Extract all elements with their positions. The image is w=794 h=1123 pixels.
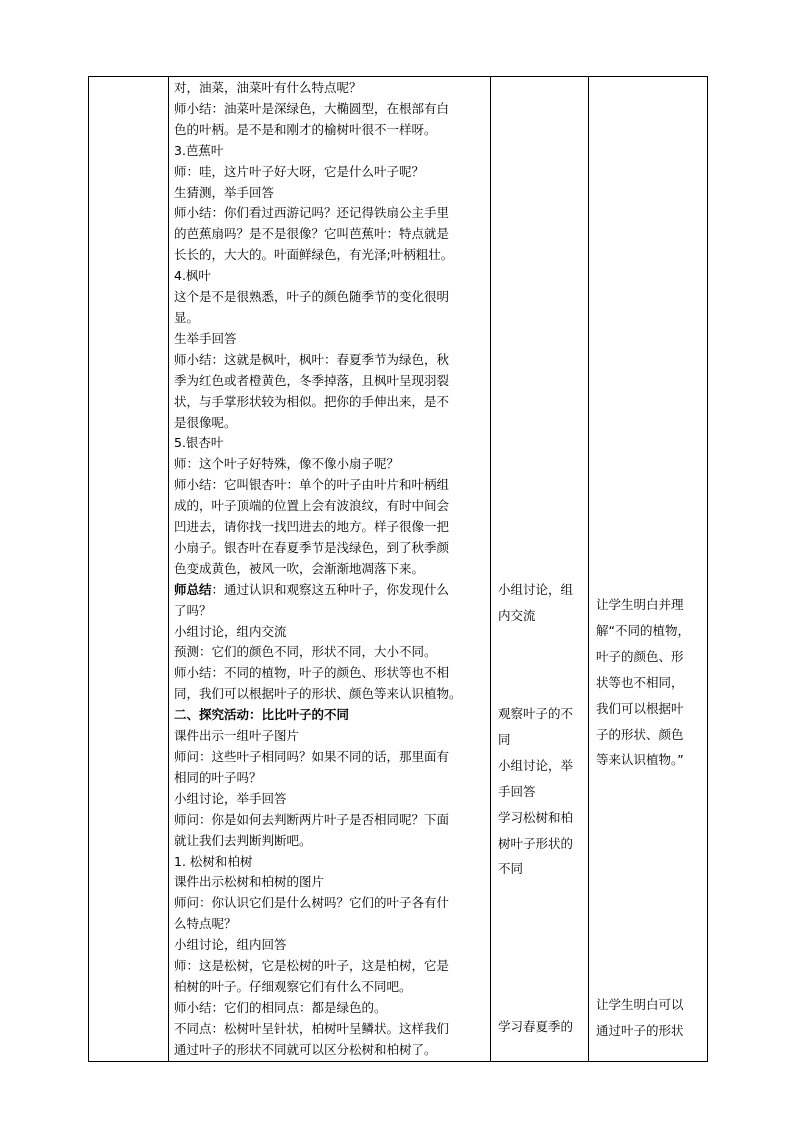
text-line [174,350,487,371]
line-text: 小组讨论，举手回答 [174,790,287,806]
text-line [174,266,487,287]
line-text: 对，油菜，油菜叶有什么特点呢？ [174,80,362,95]
line-text: 师：哇，这片叶子好大呀，它是什么叶子呢？ [174,163,425,179]
text-line: 子的形状、颜色 [596,726,684,742]
line-text: 师问：你认识它们是什么树吗？它们的叶子各有什 [174,895,450,911]
text-line [174,141,487,162]
line-text: 小扇子。银杏叶在春夏季节是浅绿色，到了秋季颜 [174,539,450,555]
text-line: 解“不同的植物， [596,622,690,638]
text-line [174,203,487,224]
text-line: 手回答 [498,783,536,799]
text-line: 观察叶子的不 [498,706,574,721]
text-line [174,371,487,392]
text-line [174,99,487,120]
text-line: 等来认识植物。” [596,752,684,768]
text-line: 同 [498,731,511,747]
line-text: 师问：这些叶子相同吗？如果不同的话，那里面有 [174,749,450,764]
line-text: 这个是不是很熟悉，叶子的颜色随季节的变化很明 [174,289,450,305]
line-text: 凹进去，请你找一找凹进去的地方。样子很像一把 [174,519,450,535]
activity-block [498,577,585,629]
line-text: 师小结：这就是枫叶，枫叶：春夏季节为绿色，秋 [174,351,450,367]
line-text: 师小结：它叫银杏叶：单个的叶子由叶片和叶柄组 [174,477,450,493]
line-text: 柏树的叶子。仔细观察它们有什么不同吧。 [174,978,412,994]
text-line [174,475,487,496]
text-line [174,1040,487,1061]
text-line [174,78,487,99]
line-text: 生举手回答 [174,330,237,346]
line-text: 师问：你是如何去判断两片叶子是否相同呢？下面 [174,811,450,827]
text-line [174,622,487,643]
line-text: 了吗？ [174,602,212,618]
line-text: 小组讨论，组内回答 [174,937,287,953]
line-text: 4.枫叶 [174,268,211,284]
text-line [174,956,487,977]
text-line [174,496,487,517]
teaching-process-cell [169,77,491,1062]
text-line [174,245,487,266]
line-text: 色的叶柄。是不是和刚才的榆树叶很不一样呀。 [174,121,437,137]
text-line: 不同 [498,861,524,877]
teaching-process-text [169,77,490,1061]
line-text: 状，与手掌形状较为相似。把你的手伸出来，是不 [174,393,450,409]
text-line [174,120,487,141]
text-line: 学习春夏季的 [498,1019,574,1034]
line-text: 课件出示松树和柏树的图片 [174,874,325,890]
line-text: 师小结：你们看过西游记吗？还记得铁扇公主手里 [174,205,450,221]
text-line [174,517,487,538]
activity-block [498,1014,585,1040]
text-line [174,935,487,956]
text-line: 叶子的颜色、形 [596,648,684,664]
text-line [174,580,487,601]
line-text: 么特点呢？ [174,916,237,932]
design-intent-cell [589,77,708,1062]
text-line [174,726,487,747]
text-line [174,663,487,684]
student-activity-text [491,77,588,1053]
text-line: 我们可以根据叶 [596,700,684,716]
line-text: 师小结：它们的相同点：都是绿色的。 [174,999,387,1015]
line-text: 师：这个叶子好特殊，像不像小扇子呢？ [174,456,400,472]
text-line [174,684,487,705]
line-text: 1. 松树和柏树 [174,853,253,869]
line-text: 师小结：油菜叶是深绿色，大椭圆型，在根部有白 [174,100,450,116]
text-line: 内交流 [498,607,536,623]
student-activity-cell [491,77,589,1062]
text-line [174,872,487,893]
line-text: 不同点：松树叶呈针状，柏树叶呈鳞状。这样我们 [174,1020,450,1036]
blank-column-cell [89,77,169,1062]
text-line [174,789,487,810]
text-line [174,183,487,204]
line-text: 就让我们去判断判断吧。 [174,832,312,848]
text-line [174,287,487,308]
text-line [174,538,487,559]
text-line [174,601,487,622]
text-line [174,329,487,350]
line-text: 预测：它们的颜色不同，形状不同，大小不同。 [174,644,437,660]
bold-text: 二、探究活动：比比叶子的不同 [174,707,350,723]
text-line: 通过叶子的形状 [596,1022,684,1038]
text-line [174,1019,487,1040]
text-line [174,747,487,768]
line-text: 是很像呢。 [174,414,237,430]
table-row [89,77,708,1062]
line-text: 师：这是松树，它是松树的叶子，这是柏树，它是 [174,958,450,974]
text-line [174,224,487,245]
line-text: 师小结：不同的植物，叶子的颜色、形状等也不相 [174,665,450,681]
text-line [174,977,487,998]
line-text: 生猜测，举手回答 [174,184,275,200]
text-line: 学习松树和柏 [498,809,574,825]
line-text: 课件出示一组叶子图片 [174,728,300,744]
text-line [174,559,487,580]
line-text: ：通过认识和观察这五种叶子，你发现什么 [211,581,450,597]
line-text: 的芭蕉扇吗？是不是很像？它叫芭蕉叶：特点就是 [174,226,450,242]
bold-text: 师总结 [174,581,212,597]
text-line [174,893,487,914]
text-line: 小组讨论，举 [498,757,574,773]
line-text: 长长的，大大的。叶面鲜绿色，有光泽;叶柄粗壮。 [174,247,454,263]
text-line [174,433,487,454]
line-text: 5.银杏叶 [174,435,224,451]
line-text: 成的，叶子顶端的位置上会有波浪纹，有时中间会 [174,498,450,514]
text-line: 树叶子形状的 [498,835,574,851]
design-intent-text [589,77,707,1053]
line-text: 通过叶子的形状不同就可以区分松树和柏树了。 [174,1041,437,1057]
lesson-plan-table [88,76,708,1062]
line-text: 季为红色或者橙黄色，冬季掉落，且枫叶呈现羽裂 [174,372,450,388]
activity-block [498,701,585,882]
line-text: 相同的叶子吗？ [174,769,262,785]
line-text: 显。 [174,309,200,325]
intent-block [596,592,704,773]
text-line [174,413,487,434]
line-text: 同，我们可以根据叶子的形状、颜色等来认识植物。 [174,686,462,702]
text-line: 小组讨论，组 [498,582,574,597]
text-line [174,852,487,873]
line-text: 小组讨论，组内交流 [174,623,287,639]
text-line [174,998,487,1019]
line-text: 3.芭蕉叶 [174,142,224,158]
text-line [174,831,487,852]
text-line: 让学生明白并理 [596,597,684,612]
text-line: 让学生明白可以 [596,997,684,1012]
text-line [174,810,487,831]
line-text: 色变成黄色，被风一吹，会渐渐地凋落下来。 [174,560,425,576]
intent-block [596,992,704,1044]
text-line [174,162,487,183]
text-line [174,705,487,726]
text-line [174,308,487,329]
text-line: 状等也不相同， [596,674,684,690]
text-line [174,454,487,475]
text-line [174,392,487,413]
text-line [174,642,487,663]
text-line [174,914,487,935]
text-line [174,768,487,789]
